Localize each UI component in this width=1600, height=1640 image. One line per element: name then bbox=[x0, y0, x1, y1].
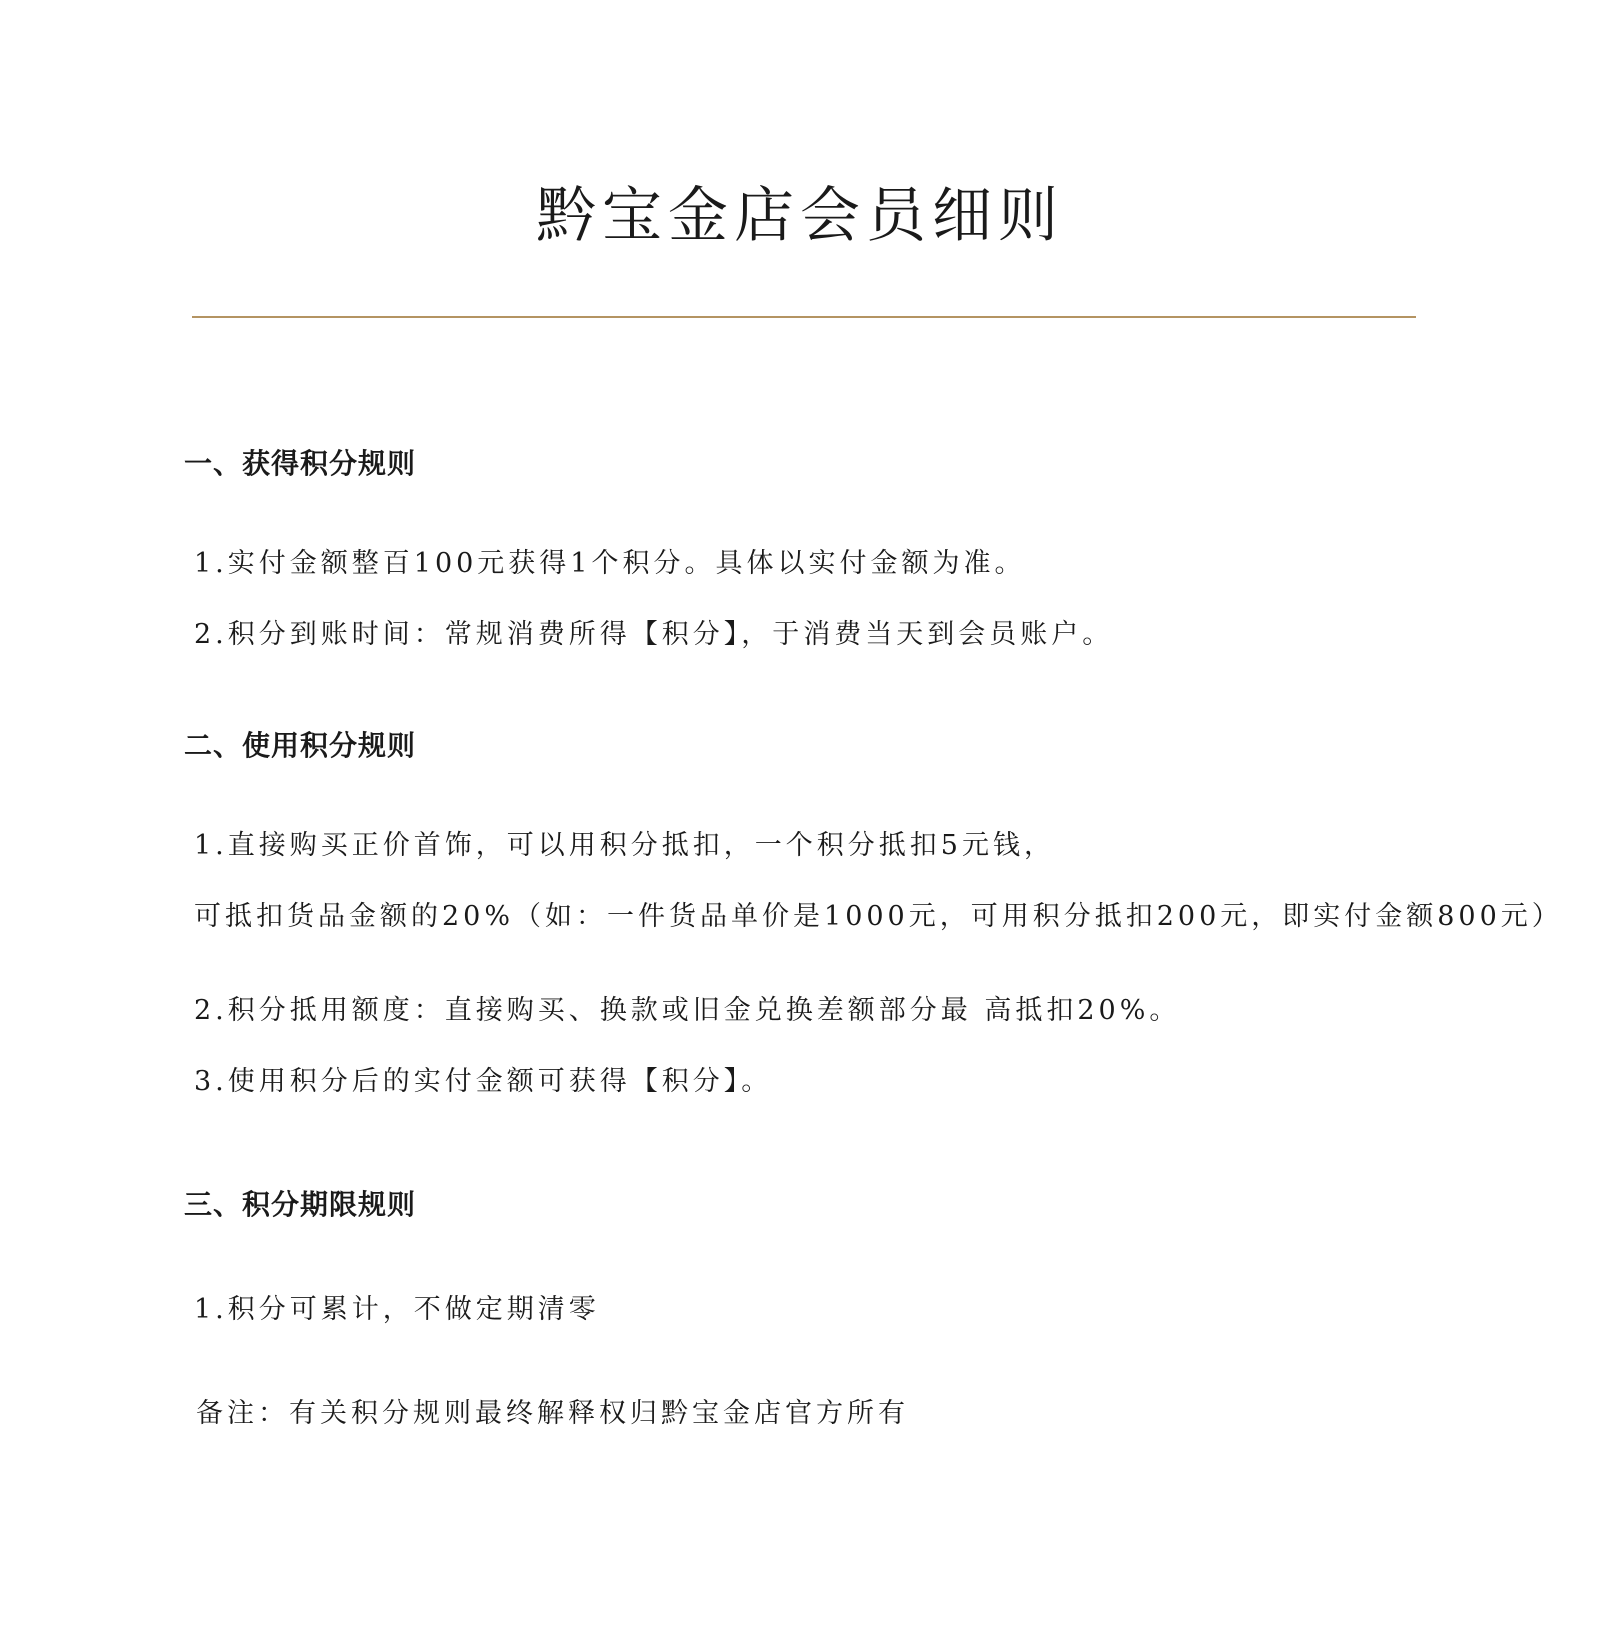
title-divider bbox=[192, 316, 1416, 318]
use-rule-3: 3.使用积分后的实付金额可获得【积分】。 bbox=[194, 1066, 773, 1097]
section-heading-use-points: 二、使用积分规则 bbox=[184, 729, 417, 762]
earn-rule-1: 1.实付金额整百100元获得1个积分。具体以实付金额为准。 bbox=[194, 548, 1026, 579]
page-title: 黔宝金店会员细则 bbox=[536, 181, 1064, 251]
use-rule-1: 1.直接购买正价首饰，可以用积分抵扣，一个积分抵扣5元钱， bbox=[194, 830, 1055, 861]
use-rule-2: 2.积分抵用额度：直接购买、换款或旧金兑换差额部分最 高抵扣20%。 bbox=[194, 995, 1181, 1026]
earn-rule-2: 2.积分到账时间：常规消费所得【积分】，于消费当天到会员账户。 bbox=[194, 619, 1114, 650]
section-heading-expiry: 三、积分期限规则 bbox=[184, 1188, 417, 1221]
footnote-remark: 备注：有关积分规则最终解释权归黔宝金店官方所有 bbox=[196, 1398, 909, 1429]
use-rule-1-example: 可抵扣货品金额的20%（如：一件货品单价是1000元，可用积分抵扣200元，即实付金额800元） bbox=[194, 901, 1563, 932]
section-heading-earn-points: 一、获得积分规则 bbox=[184, 447, 417, 480]
expiry-rule-1: 1.积分可累计，不做定期清零 bbox=[194, 1294, 600, 1325]
